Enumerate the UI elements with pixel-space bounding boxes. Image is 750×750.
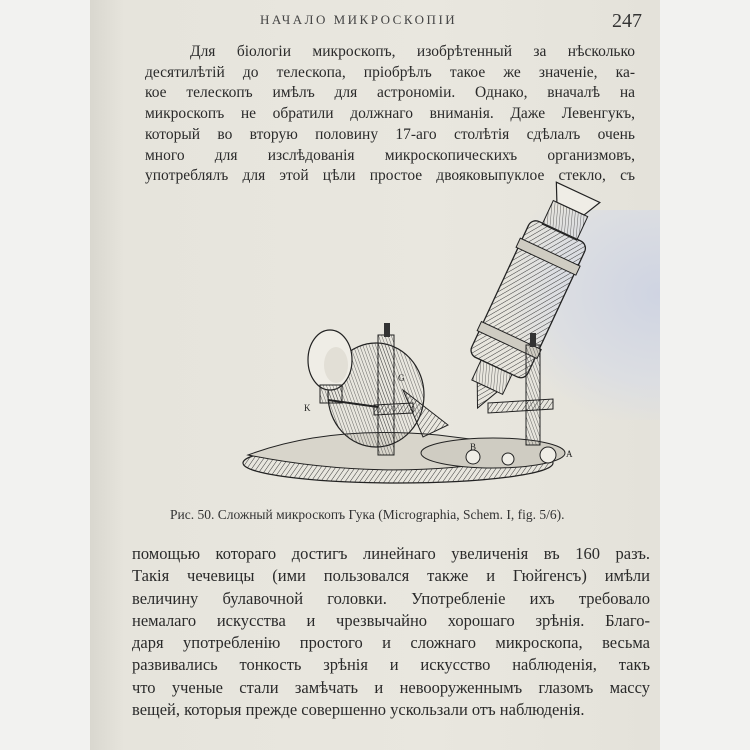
figure-letter: B [470,442,477,452]
text-line: даря употребленію простого и сложнаго микроскопа, весьма [132,633,650,653]
microscope-illustration [208,175,608,495]
figure-letter: G [398,373,405,383]
text-line: величину булавочной головки. Употребленіе ихъ требовало [132,588,650,608]
paragraph-top [145,42,635,187]
paragraph-bottom [132,543,650,721]
text-line: микроскопъ не обратили должнаго вниманія. Даже Левенгукъ, [145,105,635,123]
running-head: НАЧАЛО МИКРОСКОПІИ [260,12,458,27]
figure-caption: Рис. 50. Сложный микроскопъ Гука (Micrographia, Schem. I, fig. 5/6). [170,507,565,522]
figure-letter: A [566,449,573,459]
text-line: вещей, которыя прежде совершенно ускользали отъ наблюденія. [132,700,585,720]
text-line: помощью котораго достигъ линейнаго увеличенія въ 160 разъ. [132,544,650,563]
text-line: кое телескопъ имѣлъ для астрономіи. Однако, вначалѣ на [145,84,635,102]
text-line: Такія чечевицы (ими пользовался также и Гюйгенсъ) имѣли [132,566,650,586]
text-line: который во вторую половину 17-аго столѣтія сдѣлалъ очень [145,125,635,143]
text-line: Для біологіи микроскопъ, изобрѣтенный за нѣсколько [190,43,635,60]
text-line: немалаго искусства и чрезвычайно хорошаго зрѣнія. Благо- [132,610,650,630]
page-number: 247 [612,10,642,32]
text-line: употреблялъ для этой цѣли простое двояковыпуклое стекло, съ [145,167,635,185]
text-line: что ученые стали замѣчать и невооруженнымъ глазомъ массу [132,677,650,697]
text-line: много для изслѣдованія микроскопическихъ организмовъ, [145,146,635,164]
text-line: развивались тонкость зрѣнія и искусство наблюденія, такъ [132,655,650,675]
figure-letter: K [304,403,311,413]
book-page [90,0,660,750]
text-line: десятилѣтій до телескопа, пріобрѣлъ такое же значеніе, ка- [145,63,635,81]
